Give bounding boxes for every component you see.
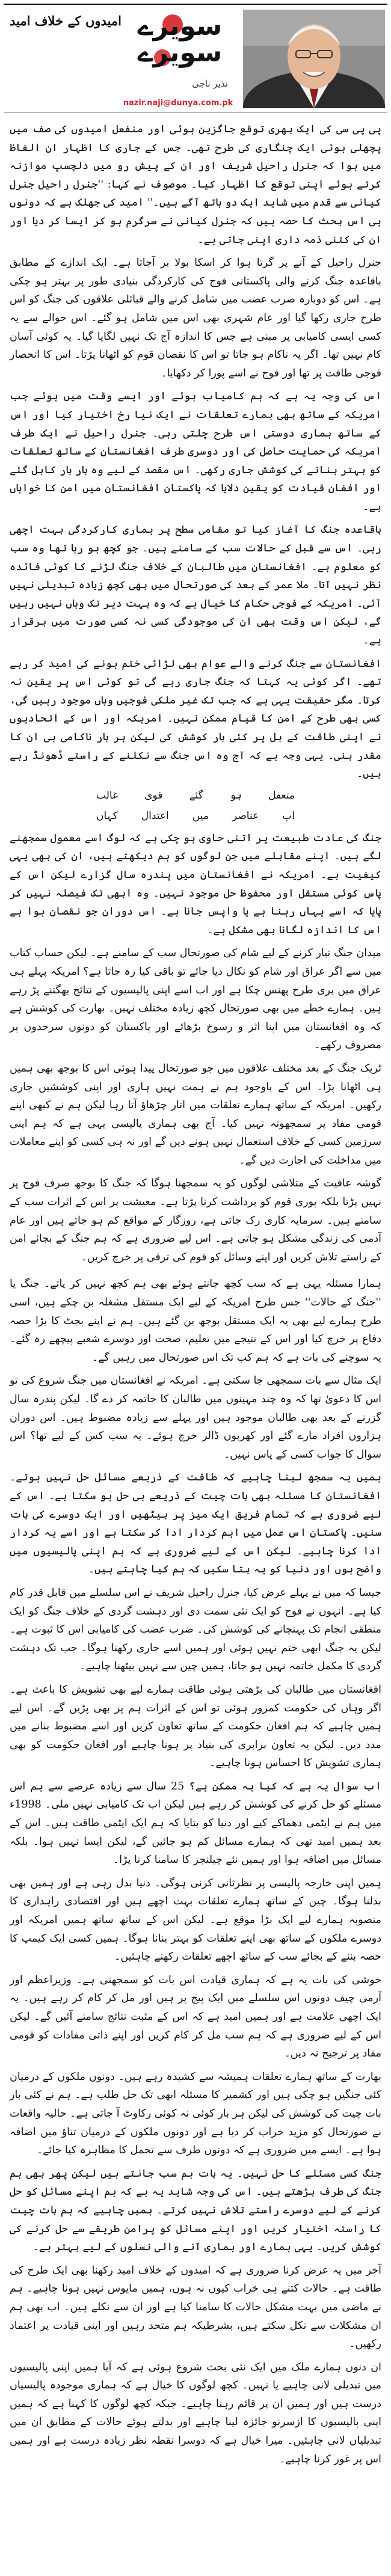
author-photo [243,10,385,108]
article-paragraph: جیسا کہ میں نے پہلے عرض کیا، جنرل راحیل شریف نے اس سلسلے میں قابل قدر کام کیا ہے۔ انہوں نے فوج کو ایک نئی سمت دی اور دہشت گردی کے خلاف جنگ کو ایک منطقی انجام تک پہنچانے کی کوشش کی۔ ضرب عضب کی کامیابی اس کا ثبوت ہے۔ لیکن یہ جنگ ابھی ختم نہیں ہوئی اور ہمیں اسے جاری رکھنا ہوگا۔ جب تک دہشت گردی کا مکمل خاتمہ نہیں ہو جاتا، ہمیں چین سے نہیں بیٹھنا چاہیے۔ [10,1586,381,1673]
verse-line-2 [96,809,295,823]
article-paragraph: جنرل راحیل کے آنے پر گرتا ہوا کر اسکا بولا بر آجاتا ہے۔ ایک اندازے کے مطابق باقاعدہ جنگ کرنے والی پاکستانی فوج کی کارکردگی بنیادی طور پر بہتر ہو چکی ہے۔ اس کو دوبارہ ضرب عضب میں شامل کرنے والے قبائلی علاقوں کی جنگ کو اس طرح جاری رکھا گیا اور عام شہری بھی اس میں شامل ہو گئے۔ اس حوالے سے یہ کسی ایسی کامیابی پر مبنی ہے جس کا اندازہ آج تک نہیں لگایا گیا۔ یہ کوئی آسان کام نہیں تھا۔ اگر یہ ناکام ہو جاتا تو اس کا نقصان قوم کو اٹھانا پڑتا۔ اس کا انحصار فوجی طاقت پر تھا اور فوج نے اسے پورا کر دکھایا۔ [10,257,381,379]
column-header [0,0,391,114]
article-paragraph: ہمیں اپنی خارجہ پالیسی پر نظرثانی کرنی ہوگی۔ دنیا بدل رہی ہے اور ہمیں بھی بدلنا ہوگا۔ چین کے ساتھ ہمارے تعلقات بہت اچھے ہیں اور اقتصادی راہداری کا منصوبہ ہمارے لیے ایک بڑا موقع ہے۔ لیکن اس کے ساتھ ساتھ ہمیں امریکہ اور دوسرے ملکوں کے ساتھ بھی اپنے تعلقات کو بہتر بنانا ہوگا۔ ہمیں کسی ایک کیمپ کا حصہ بننے کے بجائے سب کے ساتھ اچھے تعلقات رکھنے چاہئیں۔ [10,1877,381,1963]
article-paragraph: باقاعدہ جنگ کا آغاز کیا تو مقامی سطح پر ہماری کارکردگی بہت اچھی رہی۔ اس سے قبل کے حالات سب کے سامنے ہیں۔ جو کچھ ہو رہا تھا وہ سب کو معلوم ہے۔ افغانستان میں طالبان کے خلاف جنگ لڑنے کا کوئی فائدہ نظر نہیں آتا۔ ملا عمر کے بعد کی صورتحال میں بھی کچھ زیادہ تبدیلی نہیں آئی۔ امریکہ کے فوجی حکام کا خیال ہے کہ وہ بہت دیر تک وہاں نہیں رہیں گے، لیکن اس وقت بھی ان کی موجودگی کسی نہ کسی صورت میں برقرار ہے۔ [10,524,381,647]
article-paragraph: جنگ کی عادت طبیعت پر اتنی حاوی ہو چکی ہے کہ لوگ اسے معمول سمجھنے لگے ہیں۔ اپنے مقابلے میں جن لوگوں کو ہم دیکھتے ہیں، ان کی بھی یہی کیفیت ہے۔ امریکہ نے افغانستان میں پندرہ سال گزارے لیکن اس کے پاس کوئی مستقل اور محفوظ حل موجود نہیں۔ وہ ابھی تک فیصلہ نہیں کر پایا کہ اسے یہاں رہنا ہے یا واپس جانا ہے۔ اس دوران جو نقصان ہوا ہے اس کا اندازہ لگانا بھی مشکل ہے۔ [10,832,381,936]
verse-word: کہاں [96,809,118,822]
article-paragraph: میدان جنگ تیار کرنے کے لیے شام کی صورتحال سب کے سامنے ہے۔ لیکن حساب کتاب میں سے اگر عراق اور شام کو نکال دیا جائے تو باقی کیا رہ جاتا ہے؟ امریکہ پہلے ہی عراق میں بری طرح پھنس چکا ہے اور اب اسے اپنی پالیسیوں کے نتائج بھگتنے پڑ رہے ہیں۔ ہمارے خطے میں بھی صورتحال کچھ زیادہ مختلف نہیں۔ بھارت کی کوشش ہے کہ وہ افغانستان میں اپنا اثر و رسوخ بڑھائے اور پاکستان کو دونوں سرحدوں پر مصروف رکھے۔ [10,947,381,1052]
article-paragraph: آخر میں یہ عرض کرنا ضروری ہے کہ امیدوں کے خلاف امید رکھنا بھی ایک طرح کی طاقت ہے۔ حالات کتنے ہی خراب کیوں نہ ہوں، ہمیں مایوس نہیں ہونا چاہیے۔ ہم نے ماضی میں بہت مشکل حالات کا سامنا کیا ہے اور ان سے نکلے ہیں۔ اب بھی ہم ان مشکلات سے نکل سکتے ہیں، بشرطیکہ ہم متحد رہیں اور اپنی قیادت پر اعتماد رکھیں۔ [10,2264,381,2351]
header-top-rule [4,4,387,5]
verse-word: ہو [229,789,242,802]
verse-word: غالب [96,789,118,802]
column-body [10,120,381,2473]
article-paragraph: اب سوال یہ ہے کہ کیا یہ ممکن ہے؟ 25 سال سے زیادہ عرصے سے ہم اس مسئلے کو حل کرنے کی کوشش کر رہے ہیں لیکن اب تک کامیابی نہیں ملی۔ 1998ء میں ہم نے ایٹمی دھماکے کیے اور دنیا کو بتایا کہ ہم ایک ایٹمی طاقت ہیں۔ اس کے بعد ہمیں امید تھی کہ ہمارے مسائل کم ہو جائیں گے، لیکن ایسا نہیں ہوا۔ بلکہ مسائل میں اضافہ ہوا اور ہمیں نئے چیلنجز کا سامنا کرنا پڑا۔ [10,1780,381,1866]
article-paragraph: ان دنوں ہمارے ملک میں ایک نئی بحث شروع ہوئی ہے کہ آیا ہمیں اپنی پالیسیوں میں تبدیلی لانی چاہیے یا نہیں۔ کچھ لوگوں کا خیال ہے کہ ہماری موجودہ پالیسیاں درست ہیں اور ہمیں ان پر قائم رہنا چاہیے۔ جبکہ کچھ لوگوں کا کہنا ہے کہ ہمیں اپنی پالیسیوں کا ازسرنو جائزہ لینا چاہیے اور بدلتے ہوئے حالات کے مطابق ان میں تبدیلیاں لانی چاہئیں۔ میرا خیال ہے کہ دوسرا نقطہ نظر زیادہ درست ہے اور ہمیں اس پر غور کرنا چاہیے۔ [10,2361,381,2465]
verse-word: متعفل [268,789,295,802]
article-paragraph: بھارت کے ساتھ ہمارے تعلقات ہمیشہ سے کشیدہ رہے ہیں۔ دونوں ملکوں کے درمیان کئی جنگیں ہو چکی ہیں اور کشمیر کا مسئلہ ابھی تک حل طلب ہے۔ ہم نے کئی بار بات چیت کی کوشش کی لیکن ہر بار کوئی نہ کوئی رکاوٹ آ جاتی ہے۔ حالیہ واقعات نے صورتحال کو مزید خراب کر دیا ہے اور دونوں ملکوں کے درمیان تناؤ میں اضافہ ہوا ہے۔ ایسے میں ضروری ہے کہ دونوں طرف سے تحمل کا مظاہرہ کیا جائے۔ [10,2070,381,2157]
article-paragraph: پی پی سی کی ایک بھری توقع جاگزین ہوئی اور منفعل امیدوں کی صف میں پچھلی ہوئی ایک چنگاری کی طرح تھی۔ جس کے جاری کا اظہار ان الفاظ میں ہوا کہ جنرل راحیل شریف اور ان کے پیش رو میں دلچسپ موازنہ کرتے ہوئے اپنی توقع کا اظہار کیا۔ موصوف نے کہا: ''جنرل راحیل جنرل کیانی سے قدم میں شاید ایک دو ہاتھ آگے ہیں۔'' امید کی جھلک ہے کہ دونوں ہی اس بحث کا حصہ ہیں کہ جنرل کیانی نے سرگرم ہو کر ایسا کر دیا اور ان کی کتنی ذمہ داری اپنی جاتی ہے۔ [10,123,381,246]
article-paragraph: گوشہ عافیت کے متلاشی لوگوں کو یہ سمجھنا ہوگا کہ جنگ کا بوجھ صرف فوج پر نہیں پڑتا بلکہ پوری قوم کو برداشت کرنا پڑتا ہے۔ معیشت پر اس کے اثرات سب کے سامنے ہیں۔ سرمایہ کاری رک جاتی ہے، روزگار کے مواقع کم ہو جاتے ہیں اور عام آدمی کی زندگی مشکل ہو جاتی ہے۔ اس لیے ضروری ہے کہ ہم جنگ کے بجائے امن کے راستے تلاش کریں اور اپنے وسائل کو قوم کی ترقی پر خرچ کریں۔ [10,1177,381,1263]
column-title: امیدوں کے خلاف امید [10,13,122,28]
poetry-verse [10,788,381,823]
verse-word: عناصر [232,809,259,822]
article-paragraph: خوشی کی بات یہ ہے کہ ہماری قیادت اس بات کو سمجھتی ہے۔ وزیراعظم اور آرمی چیف دونوں اس سلسلے میں ایک پیج پر ہیں اور مل کر کام کر رہے ہیں۔ یہ ایک اچھی علامت ہے اور ہمیں امید ہے کہ اس کے مثبت نتائج سامنے آئیں گے۔ لیکن اس کے لیے ضروری ہے کہ ہم سب مل کر کام کریں اور اپنے ذاتی مفادات کو قومی مفاد پر ترجیح نہ دیں۔ [10,1973,381,2060]
article-paragraph: اس کی وجہ یہ ہے کہ ہم کامیاب ہوئے اور ایسے وقت میں ہوئے جب امریکہ کے ساتھ بھی ہمارے تعلقات نے ایک نیا رخ اختیار کیا اور اس کے ساتھ ہماری دوستی اس طرح چلتی رہی۔ جنرل راحیل نے ایک طرف امریکہ کی حمایت حاصل کی اور دوسری طرف افغانستان کے ساتھ تعلقات کو بہتر بنانے کی کوشش جاری رکھی۔ اس مقصد کے لیے وہ بار بار کابل گئے اور افغان قیادت کو یقین دلایا کہ پاکستان افغانستان میں امن کا خواہاں ہے۔ [10,390,381,513]
brand-line-1: سویرے [137,11,223,41]
article-paragraph: ہمیں یہ سمجھ لینا چاہیے کہ طاقت کے ذریعے مسائل حل نہیں ہوتے۔ افغانستان کا مسئلہ بھی بات چیت کے ذریعے ہی حل ہو سکتا ہے۔ اس کے لیے ضروری ہے کہ تمام فریق ایک میز پر بیٹھیں اور ایک دوسرے کی بات سنیں۔ پاکستان اس عمل میں اہم کردار ادا کر سکتا ہے اور اسے یہ کردار ادا کرنا چاہیے۔ لیکن اس کے لیے ضروری ہے کہ ہم اپنی پالیسیوں میں واضح ہوں اور دنیا کو یہ بتا سکیں کہ ہم کیا چاہتے ہیں۔ [10,1471,381,1576]
article-paragraph: جنگ کسی مسئلے کا حل نہیں۔ یہ بات ہم سب جانتے ہیں لیکن پھر بھی ہم جنگ کی طرف بڑھتے ہیں۔ اس کی وجہ شاید یہ ہے کہ ہم اپنے مسائل کو حل کرنے کے لیے دوسرے راستے تلاش نہیں کرتے۔ ہمیں چاہیے کہ ہم بات چیت کا راستہ اختیار کریں اور اپنے مسائل کو پرامن طریقے سے حل کرنے کی کوشش کریں۔ یہی ہمارے اور ہماری آنے والی نسلوں کے لیے بہتر ہے۔ [10,2167,381,2254]
article-paragraph: افغانستان سے جنگ کرنے والے عوام بھی لڑائی ختم ہونے کی امید کر رہے تھے۔ اگر کوئی یہ کہتا کہ جنگ جاری رہے گی تو کوئی اس پر یقین نہ کرتا۔ مگر حقیقت یہی ہے کہ جب تک غیر ملکی فوجیں وہاں موجود رہیں گی، کسی بھی طرح کے امن کا قیام ممکن نہیں۔ امریکہ اور اس کے اتحادیوں نے اپنی طاقت کے بل پر کئی بار کوشش کی لیکن ہر بار ناکامی ہی ان کا مقدر بنی۔ یہی وجہ ہے کہ آج وہ اس جنگ سے نکلنے کے راستے ڈھونڈ رہے ہیں۔ [10,657,381,780]
article-paragraph: ٹریک جنگ کے بعد مختلف علاقوں میں جو صورتحال پیدا ہوئی اس کا بوجھ بھی ہمیں ہی اٹھانا پڑا۔ اس کے باوجود ہم نے ہمت نہیں ہاری اور اپنی کوششیں جاری رکھیں۔ امریکہ کے ساتھ ہمارے تعلقات میں اتار چڑھاؤ آتا رہا لیکن ہم نے کبھی اپنے قومی مفاد پر سمجھوتہ نہیں کیا۔ آج بھی ہماری پالیسی یہی ہے کہ ہم اپنی سرزمین کسی کے خلاف استعمال نہیں ہونے دیں گے اور نہ ہی کسی کو اپنے معاملات میں مداخلت کی اجازت دیں گے۔ [10,1062,381,1167]
verse-word: قوی [144,789,163,802]
column-brand-logo [129,11,231,83]
article-paragraph: افغانستان میں طالبان کی بڑھتی ہوئی طاقت ہمارے لیے بھی تشویش کا باعث ہے۔ اگر وہاں کی حکومت کمزور ہوئی تو اس کے اثرات ہم پر بھی پڑیں گے۔ اس لیے ہمیں چاہیے کہ ہم افغان حکومت کے ساتھ تعاون کریں اور اسے مضبوط بنانے میں مدد دیں۔ لیکن یہ تعاون برابری کی بنیاد پر ہونا چاہیے اور افغان حکومت کو بھی ہماری تشویش کا احساس ہونا چاہیے۔ [10,1683,381,1770]
brand-line-2: سویرے [137,37,223,68]
author-email: nazir.naji@dunya.com.pk [123,99,233,108]
article-paragraph: ہمارا مسئلہ یہی ہے کہ سب کچھ جانتے ہوئے بھی ہم کچھ نہیں کر پاتے۔ جنگ یا ''جنگ کے حالات'' جس طرح امریکہ کے لیے ایک مستقل مشغلہ بن چکے ہیں، اسی طرح ہمارے لیے بھی یہ ایک مستقل بوجھ بن گئے ہیں۔ ہم نے اپنے بجٹ کا بڑا حصہ دفاع پر خرچ کیا اور اس کے نتیجے میں تعلیم، صحت اور دوسرے شعبے پیچھے رہ گئے۔ یہ سوچنے کی بات ہے کہ ہم کب تک اس صورتحال میں رہیں گے۔ [10,1278,381,1364]
article-paragraph: ایک مثال سے بات سمجھی جا سکتی ہے۔ امریکہ نے افغانستان میں جنگ شروع کی تو اس کا دعویٰ تھا کہ وہ چند مہینوں میں طالبان کا خاتمہ کر دے گا۔ لیکن پندرہ سال گزرنے کے بعد بھی طالبان موجود ہیں اور پہلے سے زیادہ مضبوط ہیں۔ اس دوران ہزاروں افراد مارے گئے اور کھربوں ڈالر خرچ ہوئے۔ یہ سب کس کے لیے تھا؟ اس سوال کا جواب کسی کے پاس نہیں۔ [10,1375,381,1461]
author-name: نذیر ناجی [192,78,228,89]
verse-word: اعتدال [141,809,169,822]
verse-word: گئے [189,789,203,802]
verse-line-1 [96,788,295,803]
verse-word: میں [192,809,209,822]
verse-word: اب [282,809,295,822]
